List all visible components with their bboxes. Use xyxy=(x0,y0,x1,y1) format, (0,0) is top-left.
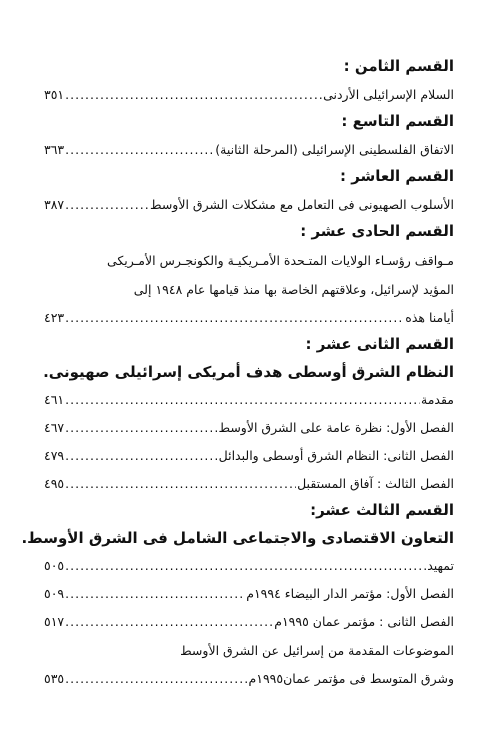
leader-dots xyxy=(65,665,247,693)
section-subtitle: التعاون الاقتصادى والاجتماعى الشامل فى الشرق الأوسط. xyxy=(21,529,454,547)
section-heading: القسم الثامن : xyxy=(343,57,454,75)
section-heading: القسم الثانى عشر : xyxy=(305,335,454,353)
toc-entry[interactable] xyxy=(44,304,454,332)
entry-title: الاتفاق الفلسطينى الإسرائيلى (المرحلة الثانية) xyxy=(215,142,454,157)
page-number: ٣٨٧ xyxy=(44,197,65,212)
page-number: ٤٧٩ xyxy=(44,448,65,463)
page-number: ٤٢٣ xyxy=(44,310,65,325)
toc-entry[interactable] xyxy=(44,442,454,470)
toc-entry[interactable] xyxy=(44,470,454,498)
entry-title: الفصل الثالث : آفاق المستقبل xyxy=(297,476,454,491)
leader-dots xyxy=(65,414,217,442)
entry-title: أيامنا هذه xyxy=(405,310,454,325)
toc-entry[interactable] xyxy=(44,580,454,608)
page-number: ٥٠٥ xyxy=(44,558,65,573)
leader-dots xyxy=(65,580,245,608)
entry-title: الفصل الثانى: النظام الشرق أوسطى والبدائل xyxy=(218,448,454,463)
entry-title: الفصل الأول: نظرة عامة على الشرق الأوسط xyxy=(218,420,454,435)
toc-entry[interactable] xyxy=(44,386,454,414)
section-heading: القسم الثالث عشر: xyxy=(310,501,454,519)
toc-entry[interactable] xyxy=(44,608,454,636)
entry-title: السلام الإسرائيلى الأردنى xyxy=(323,87,454,102)
toc-entry[interactable] xyxy=(44,136,454,164)
section-heading: القسم الحادى عشر : xyxy=(300,222,454,240)
entry-title: الفصل الأول: مؤتمر الدار البيضاء ١٩٩٤م xyxy=(246,586,454,601)
entry-text-line: المؤيد لإسرائيل، وعلاقتهم الخاصة بها منذ قيامها عام ١٩٤٨ إلى xyxy=(133,282,454,297)
leader-dots xyxy=(65,136,214,164)
leader-dots xyxy=(65,304,404,332)
leader-dots xyxy=(65,191,149,219)
leader-dots xyxy=(65,81,322,109)
leader-dots xyxy=(65,552,426,580)
leader-dots xyxy=(65,386,420,414)
leader-dots xyxy=(65,470,296,498)
entry-title: الأسلوب الصهيونى فى التعامل مع مشكلات الشرق الأوسط xyxy=(149,197,454,212)
toc-entry[interactable] xyxy=(44,552,454,580)
toc-entry[interactable] xyxy=(44,191,454,219)
page-number: ٥٣٥ xyxy=(44,671,65,686)
page-number: ٣٥١ xyxy=(44,87,65,102)
entry-title: مقدمة xyxy=(421,392,454,407)
entry-title: وشرق المتوسط فى مؤتمر عمان١٩٩٥م xyxy=(248,671,454,686)
entry-title: تمهيد xyxy=(427,558,454,573)
entry-text-line: مـواقف رؤسـاء الولايات المتـحدة الأمـريكيـة والكونجـرس الأمـريكى xyxy=(106,253,454,268)
page-number: ٥١٧ xyxy=(44,614,65,629)
page-number: ٣٦٣ xyxy=(44,142,65,157)
page-number: ٤٩٥ xyxy=(44,476,65,491)
leader-dots xyxy=(65,442,217,470)
toc-entry[interactable] xyxy=(44,414,454,442)
page-number: ٤٦١ xyxy=(44,392,65,407)
toc-entry[interactable] xyxy=(44,665,454,693)
section-heading: القسم العاشر : xyxy=(340,167,454,185)
entry-title: الفصل الثانى : مؤتمر عمان ١٩٩٥م xyxy=(274,614,454,629)
section-heading: القسم التاسع : xyxy=(341,112,454,130)
entry-text-line: الموضوعات المقدمة من إسرائيل عن الشرق الأوسط xyxy=(180,643,454,658)
section-subtitle: النظام الشرق أوسطى هدف أمريكى إسرائيلى صهيونى. xyxy=(43,363,454,381)
toc-entry[interactable] xyxy=(44,81,454,109)
page-number: ٤٦٧ xyxy=(44,420,65,435)
page-number: ٥٠٩ xyxy=(44,586,65,601)
leader-dots xyxy=(65,608,273,636)
